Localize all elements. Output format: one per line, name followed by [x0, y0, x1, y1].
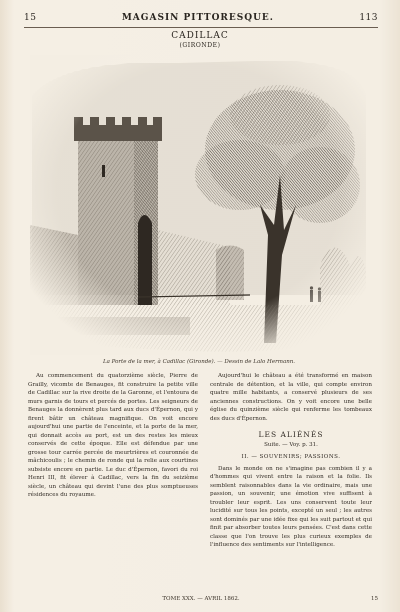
page-footer — [24, 596, 378, 602]
right-text-column — [210, 372, 372, 592]
article-title: CADILLAC — [171, 31, 229, 41]
header-title: MAGASIN PITTORESQUE. — [121, 13, 274, 23]
engraving-caption: La Porte de la mer, à Cadillac (Gironde). — Dessin de Lalo Hermann. — [102, 359, 296, 365]
header-rule — [24, 27, 378, 28]
header-page-number: 113 — [359, 13, 378, 23]
header-left-number: 15 — [24, 13, 37, 23]
section-title: LES ALIÉNÉS — [258, 430, 324, 439]
footer-signature: 15 — [371, 596, 378, 602]
left-text-column — [28, 372, 198, 592]
footer-volume: TOME XXX. — AVRIL 1862. — [162, 596, 240, 602]
section-subtitle: Suite. — Voy. p. 31. — [264, 441, 318, 448]
page-header — [24, 10, 378, 26]
article-subtitle: (GIRONDE) — [179, 42, 221, 49]
paragraph: Aujourd'hui le château a été transformé en maison centrale de détention, et la ville, qui compte environ quatre mille habitants, a conservé plusieurs de ses anciennes constructions. On y voit encore une belle église du quinzième siècle qui renferme les tombeaux des ducs d'Épernon. — [210, 373, 372, 422]
paragraph: Dans le monde on ne s'imagine pas combien il y a d'hommes qui vivent entre la raison et la folie. Ils semblent raisonnables dans la vie ordinaire, mais une passion, un souvenir, une émotion vive suffisent à troubler leur esprit. Les uns conservent toute leur lucidité sur tous les points, excepté un seul ; les autres sont dominés par une idée fixe qui les suit partout et qui finit par absorber toutes leurs pensées. C'est dans cette classe que l'on trouve les plus curieux exemples de l'influence des sentiments sur l'intelligence. — [210, 465, 372, 548]
chapter-heading: II. — SOUVENIRS; PASSIONS. — [241, 454, 341, 460]
engraving-illustration — [30, 55, 368, 355]
paragraph: Au commencement du quatorzième siècle, Pierre de Grailly, vicomte de Benauges, fit construire la petite ville de Cadillac sur la rive droite de la Garonne, et l'entoura de murs garnis de tours et percés de portes. Les seigneurs de Benauges la donnèrent plus tard aux ducs d'Épernon, qui y firent bâtir un château magnifique. On voit encore aujourd'hui une partie de l'enceinte, et la porte de la mer, qui donnait accès au port, est un des restes les mieux conservés de cette époque. Elle est défendue par une grosse tour carrée percée de meurtrières et couronnée de mâchicoulis ; le chemin de ronde qui la relie aux courtines subsiste encore en partie. Le duc d'Épernon, favori du roi Henri III, fit élever à Cadillac, vers la fin du seizième siècle, un château qui devint l'une des plus somptueuses résidences du royaume. — [28, 373, 198, 498]
